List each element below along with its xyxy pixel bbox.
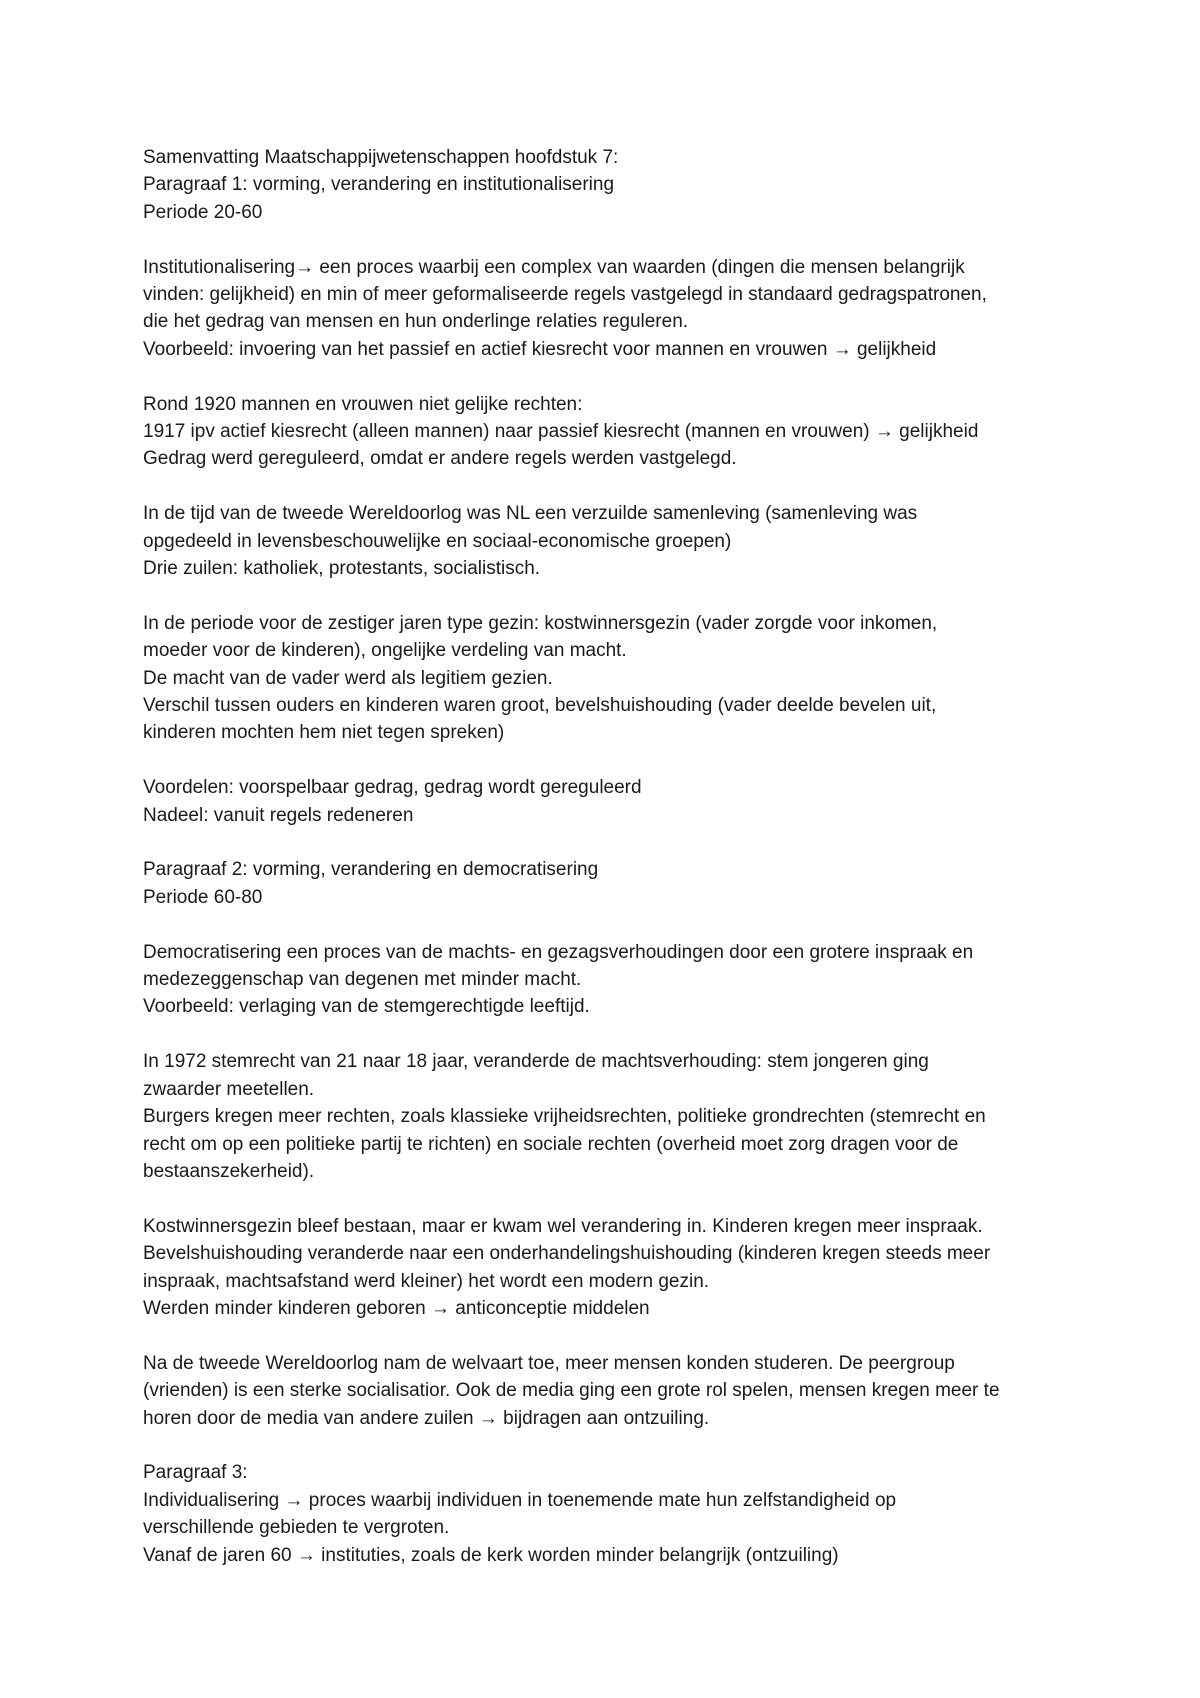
text-line: Gedrag werd gereguleerd, omdat er andere regels werden vastgelegd.: [143, 448, 737, 470]
paragraph-block: [143, 774, 1103, 829]
text-line: (vrienden) is een sterke socialisatior. Ook de media ging een grote rol spelen, mensen kregen meer te: [143, 1380, 1000, 1402]
text-line: Paragraaf 2: vorming, verandering en democratisering: [143, 859, 599, 881]
text-line: Institutionalisering→ een proces waarbij een complex van waarden (dingen die mensen belangrijk: [143, 256, 965, 278]
text-line: vinden: gelijkheid) en min of meer geformaliseerde regels vastgelegd in standaard gedragspatronen,: [143, 284, 987, 306]
text-line: 1917 ipv actief kiesrecht (alleen mannen) naar passief kiesrecht (mannen en vrouwen) → gelijkheid: [143, 421, 979, 443]
paragraph-block: [143, 856, 1103, 911]
text-line: recht om op een politieke partij te richten) en sociale rechten (overheid moet zorg dragen voor de: [143, 1133, 959, 1155]
text-line: De macht van de vader werd als legitiem gezien.: [143, 667, 553, 689]
text-line: In de tijd van de tweede Wereldoorlog was NL een verzuilde samenleving (samenleving was: [143, 503, 918, 525]
paragraph-block: [143, 254, 1103, 364]
text-line: Rond 1920 mannen en vrouwen niet gelijke rechten:: [143, 393, 583, 415]
paragraph-block: [143, 1213, 1103, 1323]
paragraph-block: [143, 610, 1103, 747]
text-line: Individualisering → proces waarbij individuen in toenemende mate hun zelfstandigheid op: [143, 1489, 897, 1511]
text-line: Bevelshuishouding veranderde naar een onderhandelingshuishouding (kinderen kregen steeds meer: [143, 1243, 991, 1265]
text-line: Kostwinnersgezin bleef bestaan, maar er kwam wel verandering in. Kinderen kregen meer inspraak.: [143, 1215, 983, 1237]
text-line: Periode 60-80: [143, 886, 263, 908]
text-line: Periode 20-60: [143, 201, 263, 223]
text-line: kinderen mochten hem niet tegen spreken): [143, 722, 505, 744]
text-line: Samenvatting Maatschappijwetenschappen hoofdstuk 7:: [143, 147, 619, 168]
text-line: Voorbeeld: invoering van het passief en actief kiesrecht voor mannen en vrouwen → gelijkheid: [143, 338, 937, 360]
text-line: Nadeel: vanuit regels redeneren: [143, 804, 414, 826]
text-line: Paragraaf 1: vorming, verandering en institutionalisering: [143, 174, 615, 196]
text-line: medezeggenschap van degenen met minder macht.: [143, 969, 582, 991]
paragraph-block: [143, 144, 1103, 226]
text-line: horen door de media van andere zuilen → bijdragen aan ontzuiling.: [143, 1407, 710, 1429]
paragraph-block: [143, 1048, 1103, 1185]
text-line: Drie zuilen: katholiek, protestants, socialistisch.: [143, 558, 541, 580]
paragraph-block: [143, 939, 1103, 1021]
document-page: [143, 144, 1103, 1596]
paragraph-block: [143, 391, 1103, 473]
text-line: moeder voor de kinderen), ongelijke verdeling van macht.: [143, 640, 627, 662]
text-line: Democratisering een proces van de machts- en gezagsverhoudingen door een grotere inspraak en: [143, 941, 974, 963]
text-line: Vanaf de jaren 60 → instituties, zoals de kerk worden minder belangrijk (ontzuiling): [143, 1544, 839, 1566]
text-line: Voordelen: voorspelbaar gedrag, gedrag wordt gereguleerd: [143, 777, 642, 799]
text-line: opgedeeld in levensbeschouwelijke en sociaal-economische groepen): [143, 530, 732, 552]
text-line: Werden minder kinderen geboren → anticonceptie middelen: [143, 1297, 650, 1319]
text-line: Verschil tussen ouders en kinderen waren groot, bevelshuishouding (vader deelde bevelen uit,: [143, 695, 937, 717]
text-line: Na de tweede Wereldoorlog nam de welvaart toe, meer mensen konden studeren. De peergroup: [143, 1352, 955, 1374]
text-line: bestaanszekerheid).: [143, 1160, 315, 1182]
paragraph-block: [143, 1350, 1103, 1432]
text-line: inspraak, machtsafstand werd kleiner) het wordt een modern gezin.: [143, 1270, 710, 1292]
text-line: In de periode voor de zestiger jaren type gezin: kostwinnersgezin (vader zorgde voor inkomen,: [143, 612, 938, 634]
text-line: zwaarder meetellen.: [143, 1078, 315, 1100]
text-line: verschillende gebieden te vergroten.: [143, 1517, 450, 1539]
text-line: In 1972 stemrecht van 21 naar 18 jaar, veranderde de machtsverhouding: stem jongeren ging: [143, 1051, 929, 1073]
paragraph-block: [143, 500, 1103, 582]
paragraph-block: [143, 1459, 1103, 1569]
text-line: Paragraaf 3:: [143, 1462, 248, 1484]
text-line: Burgers kregen meer rechten, zoals klassieke vrijheidsrechten, politieke grondrechten (stemrecht en: [143, 1106, 986, 1128]
text-line: die het gedrag van mensen en hun onderlinge relaties reguleren.: [143, 311, 689, 333]
text-line: Voorbeeld: verlaging van de stemgerechtigde leeftijd.: [143, 996, 590, 1018]
